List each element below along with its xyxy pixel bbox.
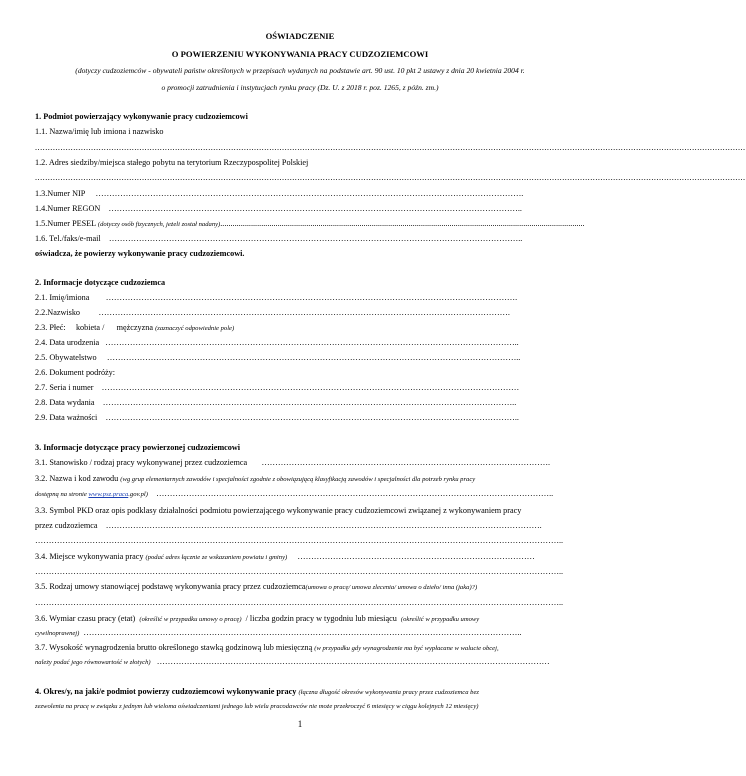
work-hours-hint: (określić w przypadku umowy [400, 616, 480, 623]
doc-subtitle-heading: O POWIERZENIU WYKONYWANIA PRACY CUDZOZIEMCOWI [171, 49, 429, 59]
occupation-code-label: 3.2. Nazwa i kod zawodu [35, 474, 119, 483]
pesel-label: 1.5.Numer PESEL [35, 219, 96, 228]
employer-address-label: 1.2. Adres siedziby/miejsca stałego pobytu na terytorium Rzeczypospolitej Polskiej [35, 158, 309, 167]
regon-label: 1.4.Numer REGON [35, 204, 101, 213]
employer-name-label: 1.1. Nazwa/imię lub imiona i nazwisko [35, 127, 164, 136]
pkd-label2: przez cudzoziemca [35, 521, 98, 530]
sex-hint: (zaznaczyć odpowiednie pole) [155, 325, 235, 332]
occupation-code-hint: (wg grup elementarnych zawodów i specjalności zgodnie z obowiązującą klasyfikacją zawodów i specjalności dla potrzeb rynku pracy [120, 476, 476, 483]
occupation-code-row2[interactable]: dostępną na stronie www.psz.praca.gov.pl) ……………………………………………………………………………………………………………………………….. [35, 489, 554, 498]
position-label: 3.1. Stanowisko / rodzaj pracy wykonywanej przez cudzoziemca [35, 458, 248, 467]
section2-heading: 2. Informacje dotyczące cudzoziemca [35, 278, 166, 287]
section4-hint1: (łączna długość okresów wykonywania pracy przez cudzoziemca bez [298, 689, 479, 696]
contact-label: 1.6. Tel./faks/e-mail [35, 234, 101, 243]
contract-row[interactable] [35, 581, 568, 593]
place-hint: (podać adres łącznie ze wskazaniem powiatu i gminy) [145, 554, 288, 561]
work-time-label: 3.6. Wymiar czasu pracy (etat) [35, 614, 136, 623]
section4-hint-row [35, 700, 568, 712]
issue-date-label: 2.8. Data wydania [35, 398, 95, 407]
doc-scope-line2: o promocji zatrudnienia i instytucjach rynku pracy (Dz. U. z 2018 r. poz. 1265, z późn. zm.) [161, 83, 439, 92]
work-time-row2[interactable]: cywilnoprawnej) …………………………………………………………………………………………………………………………………………….. [35, 628, 522, 637]
issue-date-row[interactable]: 2.8. Data wydania …………………………………………………………………………………………………………………………………….. [35, 398, 517, 407]
occupation-code-row[interactable] [35, 473, 568, 485]
pesel-row[interactable]: 1.5.Numer PESEL (dotyczy osób fizycznych, jeżeli został nadany).................................................................................................................................................................................. [35, 219, 585, 228]
pkd-label: 3.3. Symbol PKD oraz opis podklasy działalności podmiotu powierzającego wykonywanie pracy cudzoziemcowi związanej z wykonywaniem pracy [35, 506, 522, 515]
regon-row[interactable]: 1.4.Numer REGON …………………………………………………………………………………………………………………………………….. [35, 204, 522, 213]
section4-heading: 4. Okres/y, na jaki/e podmiot powierzy cudzoziemcowi wykonywanie pracy [35, 687, 297, 696]
contract-hint: (umowa o pracę/ umowa zlecenia/ umowa o dzieło/ inna (jaka)?) [305, 584, 478, 591]
salary-label: 3.7. Wysokość wynagrodzenia brutto określonego stawką godzinową lub miesięczną [35, 643, 313, 652]
salary-hint2: należy podać jego równowartość w złotych) [35, 659, 151, 666]
expiry-row[interactable]: 2.9. Data ważności …………………………………………………………………………………………………………………………………….. [35, 413, 519, 422]
birth-date-label: 2.4. Data urodzenia [35, 338, 100, 347]
employer-declaration: oświadcza, że powierzy wykonywanie pracy cudzoziemcowi. [35, 249, 245, 258]
surname-label: 2.2.Nazwisko [35, 308, 81, 317]
first-name-label: 2.1. Imię/imiona [35, 293, 90, 302]
travel-doc-label: 2.6. Dokument podróży: [35, 368, 116, 377]
place-label: 3.4. Miejsce wykonywania pracy [35, 552, 144, 561]
sex-option-male[interactable]: mężczyzna [116, 323, 154, 332]
pkd-row2[interactable]: przez cudzoziemca ……………………………………………………………………………………………………………………………………………. [35, 521, 542, 530]
salary-hint: (w przypadku gdy wynagrodzenie ma być wypłacane w walucie obcej, [314, 645, 499, 652]
surname-row[interactable]: 2.2.Nazwisko ……………………………………………………………………………………………………………………………………. [35, 308, 510, 317]
nip-row[interactable]: 1.3.Numer NIP …………………………………………………………………………………………………………………………………………. [35, 189, 524, 198]
section3-heading: 3. Informacje dotyczące pracy powierzonej cudzoziemcowi [35, 443, 241, 452]
page-number: 1 [297, 719, 303, 729]
nip-label: 1.3.Numer NIP [35, 189, 86, 198]
series-row[interactable]: 2.7. Seria i numer ……………………………………………………………………………………………………………………………………… [35, 383, 520, 392]
place-row[interactable]: 3.4. Miejsce wykonywania pracy (podać adres łącznie ze wskazaniem powiatu i gminy) …………………………………………………………………………… [35, 552, 535, 561]
occupation-code-hint2: dostępną na stronie [35, 491, 89, 498]
doc-scope-line1: (dotyczy cudzoziemców - obywateli państw określonych w przepisach wydanych na podstawie art. 90 ust. 10 pkt 2 ustawy z dnia 20 kwietnia 2004 r. [75, 66, 525, 75]
sex-option-female[interactable]: kobieta / [75, 323, 105, 332]
employer-address-field[interactable]: ....................................................................................................................................................................................................................................................................................... [35, 173, 746, 182]
pkd-field[interactable]: ………………………………………………………………………………………………………………………………………………………………………….. [35, 536, 564, 545]
position-row[interactable]: 3.1. Stanowisko / rodzaj pracy wykonywanej przez cudzoziemca ……………………………………………………………………………………………. [35, 458, 551, 467]
contract-label: 3.5. Rodzaj umowy stanowiącej podstawę wykonywania pracy przez cudzoziemca [35, 582, 306, 591]
contact-row[interactable]: 1.6. Tel./faks/e-mail …………………………………………………………………………………………………………………………………….. [35, 234, 523, 243]
first-name-row[interactable]: 2.1. Imię/imiona ……………………………………………………………………………………………………………………………………. [35, 293, 518, 302]
work-time-hint: (określić w przypadku umowy o pracę) [139, 616, 242, 623]
work-hours-hint2: cywilnoprawnej) [35, 630, 80, 637]
birth-date-row[interactable]: 2.4. Data urodzenia …………………………………………………………………………………………………………………………………….. [35, 338, 519, 347]
work-time-row[interactable] [35, 613, 568, 625]
pesel-hint: (dotyczy osób fizycznych, jeżeli został nadany) [97, 221, 221, 228]
series-label: 2.7. Seria i numer [35, 383, 94, 392]
doc-title: OŚWIADCZENIE [265, 31, 335, 41]
occupation-code-hint3: .gov.pl) [128, 491, 148, 498]
section4-heading-row [35, 686, 568, 698]
sex-label: 2.3. Płeć: [35, 323, 66, 332]
section4-hint2: zezwolenia na pracę w związku z jednym lub wieloma oświadczeniami jednego lub wielu pracodawców nie może przekroczyć 6 miesięcy w ciągu kolejnych 12 miesięcy) [35, 703, 479, 710]
expiry-label: 2.9. Data ważności [35, 413, 98, 422]
salary-row[interactable] [35, 642, 568, 654]
salary-row2[interactable]: należy podać jego równowartość w złotych) ……………………………………………………………………………………………………………………………… [35, 657, 550, 666]
section1-heading: 1. Podmiot powierzający wykonywanie pracy cudzoziemcowi [35, 112, 248, 121]
place-field[interactable]: ………………………………………………………………………………………………………………………………………………………………………….. [35, 567, 564, 576]
work-hours-label: / liczba godzin pracy w tygodniu lub miesiącu [245, 614, 397, 623]
employer-name-field[interactable]: ....................................................................................................................................................................................................................................................................................... [35, 143, 746, 152]
psz-link[interactable]: www.psz.praca [88, 491, 129, 498]
citizenship-row[interactable]: 2.5. Obywatelstwo …………………………………………………………………………………………………………………………………….. [35, 353, 521, 362]
citizenship-label: 2.5. Obywatelstwo [35, 353, 97, 362]
contract-field[interactable]: ………………………………………………………………………………………………………………………………………………………………………….. [35, 598, 564, 607]
sex-row[interactable] [35, 322, 568, 334]
